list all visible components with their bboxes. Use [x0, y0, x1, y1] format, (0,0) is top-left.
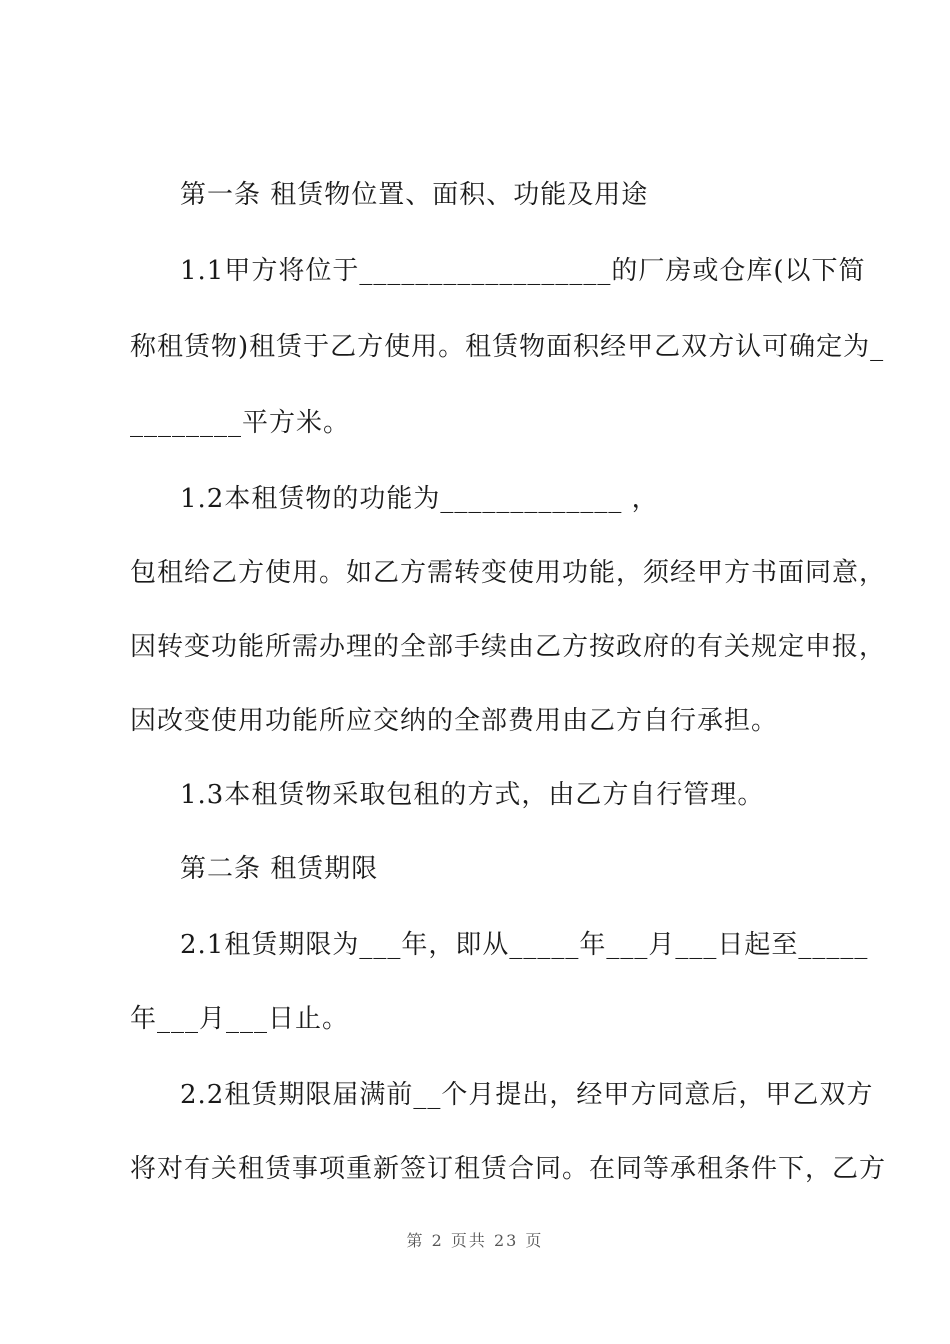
paragraph-line: ________平方米。	[130, 408, 351, 438]
paragraph-line: 1.2本租赁物的功能为_____________ ，	[180, 484, 659, 514]
paragraph-line: 称租赁物)租赁于乙方使用。租赁物面积经甲乙双方认可确定为_	[130, 332, 885, 362]
paragraph-line: 1.1甲方将位于__________________的厂房或仓库(以下简	[180, 256, 866, 286]
paragraph-line: 2.1租赁期限为___年，即从_____年___月___日起至_____	[180, 930, 869, 960]
paragraph-line: 包租给乙方使用。如乙方需转变使用功能，须经甲方书面同意，	[130, 558, 887, 588]
paragraph-line: 将对有关租赁事项重新签订租赁合同。在同等承租条件下，乙方	[130, 1154, 887, 1184]
article-1-heading: 第一条 租赁物位置、面积、功能及用途	[180, 180, 649, 210]
paragraph-line: 因转变功能所需办理的全部手续由乙方按政府的有关规定申报，	[130, 632, 887, 662]
paragraph-line: 2.2租赁期限届满前__个月提出，经甲方同意后，甲乙双方	[180, 1080, 874, 1110]
paragraph-line: 因改变使用功能所应交纳的全部费用由乙方自行承担。	[130, 706, 779, 736]
article-2-heading: 第二条 租赁期限	[180, 854, 379, 884]
paragraph-line: 年___月___日止。	[130, 1004, 350, 1034]
paragraph-line: 1.3本租赁物采取包租的方式，由乙方自行管理。	[180, 780, 765, 810]
page-number-footer: 第 2 页共 23 页	[406, 1231, 544, 1250]
